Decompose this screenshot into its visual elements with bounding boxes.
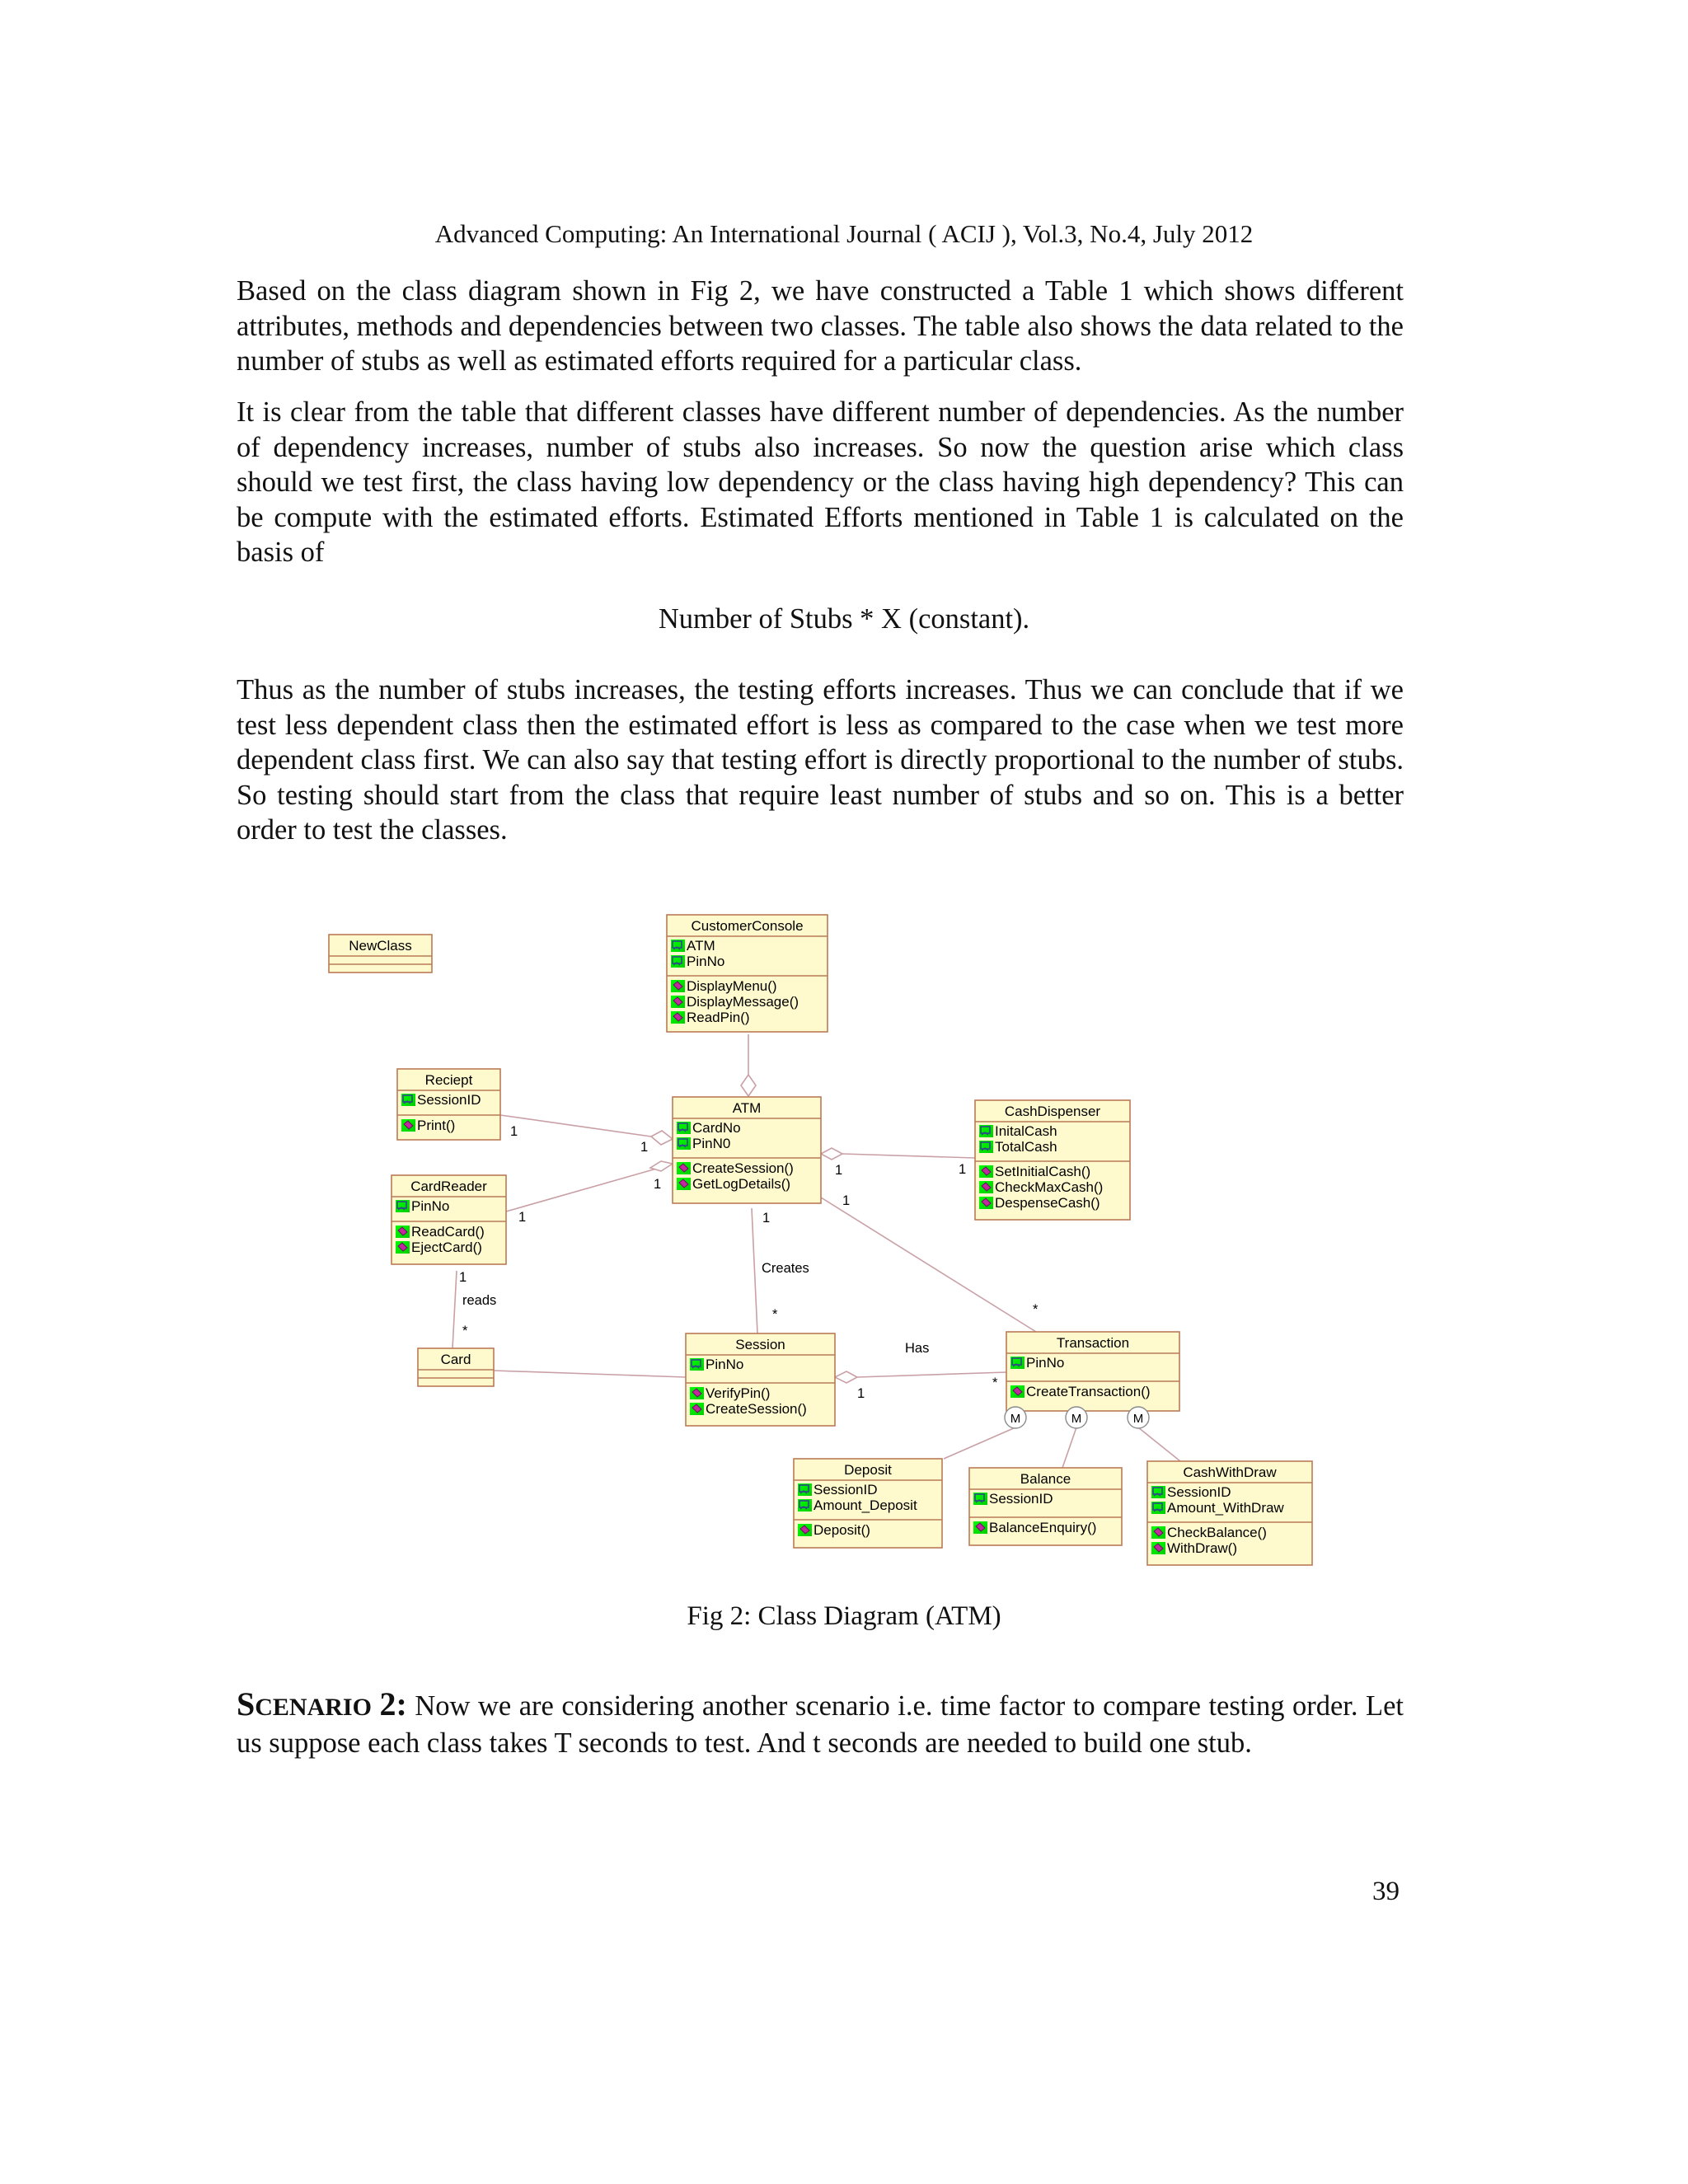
class-attribute: InitalCash	[995, 1123, 1057, 1139]
attribute-icon	[979, 1125, 993, 1137]
line-atm-session	[752, 1208, 757, 1333]
class-method: DespenseCash()	[995, 1195, 1100, 1211]
class-name-cashdispenser: CashDispenser	[1004, 1104, 1101, 1119]
class-method: GetLogDetails()	[692, 1176, 791, 1192]
svg-text:M: M	[1071, 1412, 1082, 1426]
method-icon	[979, 1181, 993, 1193]
line-session-transaction	[857, 1372, 1006, 1377]
class-attribute: SessionID	[814, 1482, 878, 1497]
class-attribute: PinNo	[1026, 1355, 1065, 1371]
paragraph-3: Thus as the number of stubs increases, the testing efforts increases. Thus we can conclude that if we test less dependent class then the estimated effort is less as compared to the case when we test more dependent class first. We can also say that testing effort is directly proportional to the number of stubs. So testing should start from the class that require least number of stubs and so on. This is a better order to test the classes.	[237, 674, 1404, 846]
class-box-cardreader	[392, 1175, 506, 1264]
class-method: CreateTransaction()	[1026, 1384, 1151, 1399]
class-box-cashdispenser	[975, 1100, 1130, 1220]
class-box-transaction	[1006, 1332, 1179, 1411]
method-icon	[1151, 1542, 1165, 1554]
class-name-deposit: Deposit	[844, 1462, 892, 1478]
class-box-reciept	[397, 1069, 500, 1140]
scenario-paragraph: SCENARIO 2: Now we are considering another scenario i.e. time factor to compare testing order. Let us suppose each class takes T seconds to test. And t seconds are needed to build one stub.	[237, 1685, 1404, 1759]
class-method: VerifyPin()	[706, 1385, 771, 1401]
attribute-icon	[979, 1141, 993, 1153]
generalization-marker-3	[1128, 1407, 1149, 1428]
stub-formula: Number of Stubs * X (constant).	[658, 603, 1030, 635]
class-box-customerconsole	[667, 915, 828, 1032]
class-name-cashwithdraw: CashWithDraw	[1183, 1465, 1277, 1480]
page-number: 39	[1372, 1877, 1400, 1906]
method-icon	[671, 980, 685, 992]
paragraph-1: Based on the class diagram shown in Fig 2, we have constructed a Table 1 which shows different attributes, methods and dependencies between two classes. The table also shows the data related to the number of stubs as well as estimated efforts required for a particular class.	[237, 275, 1404, 377]
generalization-marker-2	[1066, 1407, 1087, 1428]
diamond-atm-reciept	[651, 1131, 673, 1145]
class-method: CreateSession()	[706, 1401, 807, 1417]
class-attribute: PinNo	[687, 954, 725, 969]
class-box-atm	[673, 1097, 821, 1203]
method-icon	[677, 1162, 691, 1174]
attribute-icon	[401, 1094, 415, 1106]
diamond-atm-cashdispenser	[821, 1148, 842, 1160]
class-name-newclass: NewClass	[349, 938, 412, 954]
scenario-heading: SCENARIO 2:	[237, 1685, 407, 1722]
mult-cardreader-reads: 1	[459, 1270, 467, 1285]
class-name-cardreader: CardReader	[410, 1179, 487, 1194]
paragraph-2: It is clear from the table that different classes have different number of dependencies. As the number of dependency increases, number of stubs also increases. So now the question arise which class should we test first, the class having low dependency or the class having high dependency? This can be compute with the estimated efforts. Estimated Efforts mentioned in Table 1 is calculated on the basis of	[237, 396, 1404, 568]
line-transaction-cashwithdraw	[1138, 1427, 1180, 1461]
label-has: Has	[905, 1341, 930, 1356]
class-attribute: SessionID	[1167, 1484, 1231, 1500]
class-attribute: PinNo	[411, 1198, 450, 1214]
attribute-icon	[973, 1493, 987, 1505]
class-name-card: Card	[440, 1352, 471, 1367]
attribute-icon	[677, 1122, 691, 1134]
class-name-balance: Balance	[1020, 1471, 1071, 1487]
mult-atm-reciept: 1	[640, 1140, 649, 1155]
class-method: DisplayMenu()	[687, 978, 777, 994]
method-icon	[396, 1241, 410, 1254]
class-attribute: PinN0	[692, 1136, 731, 1151]
line-atm-cashdispenser	[842, 1154, 975, 1158]
class-attribute: Amount_Deposit	[814, 1497, 917, 1513]
journal-header: Advanced Computing: An International Journal ( ACIJ ), Vol.3, No.4, July 2012	[434, 219, 1254, 248]
attribute-icon	[1151, 1502, 1165, 1514]
class-method: DisplayMessage()	[687, 994, 799, 1010]
method-icon	[690, 1403, 704, 1415]
class-attribute: TotalCash	[995, 1139, 1057, 1155]
class-method: ReadPin()	[687, 1010, 750, 1025]
line-card-session	[494, 1371, 686, 1377]
method-icon	[1151, 1526, 1165, 1539]
class-attribute: SessionID	[989, 1491, 1053, 1507]
attribute-icon	[1010, 1357, 1025, 1369]
attribute-icon	[677, 1137, 691, 1150]
mult-reciept: 1	[510, 1124, 518, 1139]
attribute-icon	[671, 940, 685, 952]
class-attribute: SessionID	[417, 1092, 481, 1108]
attribute-icon	[1151, 1486, 1165, 1498]
mult-atm-transaction: 1	[842, 1193, 851, 1208]
line-cardreader-atm	[506, 1168, 662, 1212]
class-method: CheckBalance()	[1167, 1525, 1267, 1540]
label-creates: Creates	[762, 1261, 809, 1276]
method-icon	[690, 1387, 704, 1399]
class-attribute: CardNo	[692, 1120, 741, 1136]
method-icon	[979, 1165, 993, 1178]
class-method: SetInitialCash()	[995, 1164, 1091, 1179]
class-box-cashwithdraw	[1147, 1461, 1312, 1565]
attribute-icon	[671, 955, 685, 968]
class-name-reciept: Reciept	[424, 1072, 473, 1088]
attribute-icon	[690, 1358, 704, 1371]
mult-atm-session: 1	[762, 1211, 771, 1226]
method-icon	[671, 1011, 685, 1024]
class-box-session	[686, 1333, 835, 1426]
class-method: BalanceEnquiry()	[989, 1520, 1097, 1535]
method-icon	[396, 1226, 410, 1238]
class-name-atm: ATM	[732, 1100, 762, 1116]
class-method: CheckMaxCash()	[995, 1179, 1104, 1195]
class-attribute: ATM	[687, 938, 715, 954]
class-attribute: PinNo	[706, 1357, 744, 1372]
class-method: Print()	[417, 1118, 456, 1133]
diamond-session-transaction	[835, 1371, 857, 1383]
method-icon	[973, 1521, 987, 1534]
attribute-icon	[396, 1200, 410, 1212]
class-method: WithDraw()	[1167, 1540, 1237, 1556]
attribute-icon	[798, 1483, 812, 1496]
figure-caption: Fig 2: Class Diagram (ATM)	[687, 1601, 1001, 1631]
mult-atm-cashdispenser: 1	[835, 1163, 843, 1178]
mult-cardreader-atm: 1	[518, 1210, 527, 1225]
line-reciept-atm	[500, 1115, 651, 1137]
line-transaction-deposit	[944, 1427, 1015, 1459]
class-method: EjectCard()	[411, 1240, 482, 1255]
class-box-deposit	[794, 1459, 942, 1548]
svg-text:M: M	[1010, 1412, 1021, 1426]
mult-cashdispenser: 1	[959, 1162, 967, 1177]
attribute-icon	[798, 1499, 812, 1511]
method-icon	[1010, 1385, 1025, 1398]
class-name-session: Session	[735, 1337, 785, 1352]
method-icon	[677, 1178, 691, 1190]
diamond-atm-customerconsole	[741, 1075, 756, 1096]
mult-atm-cardreader: 1	[654, 1177, 662, 1192]
class-box-balance	[969, 1468, 1122, 1545]
method-icon	[401, 1119, 415, 1132]
mult-card-many: *	[462, 1324, 468, 1338]
class-name-transaction: Transaction	[1056, 1335, 1130, 1351]
class-box-newclass	[329, 935, 432, 972]
class-name-customerconsole: CustomerConsole	[691, 918, 804, 934]
method-icon	[979, 1197, 993, 1209]
label-reads: reads	[462, 1293, 497, 1308]
generalization-marker-1	[1005, 1407, 1026, 1428]
method-icon	[671, 996, 685, 1008]
class-box-card	[418, 1348, 494, 1386]
mult-session-has: 1	[857, 1386, 865, 1401]
class-method: Deposit()	[814, 1522, 870, 1538]
line-cardreader-card	[452, 1271, 457, 1348]
class-method: CreateSession()	[692, 1160, 794, 1176]
class-method: ReadCard()	[411, 1224, 485, 1240]
mult-session-many: *	[772, 1307, 778, 1322]
mult-transaction-many: *	[1033, 1302, 1039, 1317]
method-icon	[798, 1524, 812, 1536]
class-attribute: Amount_WithDraw	[1167, 1500, 1284, 1516]
svg-text:M: M	[1132, 1412, 1144, 1426]
mult-transaction-has: *	[992, 1376, 998, 1390]
line-transaction-balance	[1062, 1427, 1076, 1468]
